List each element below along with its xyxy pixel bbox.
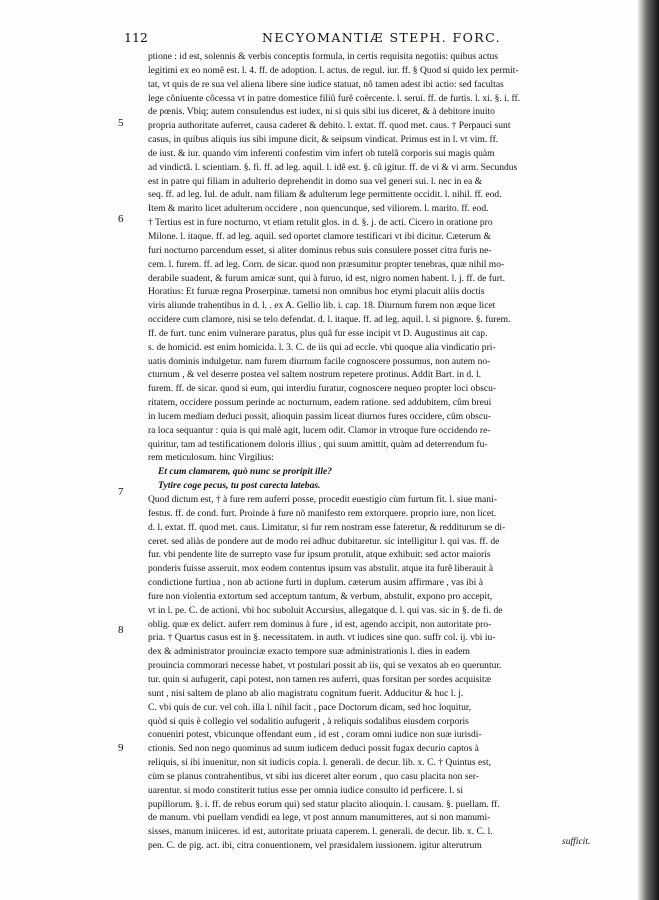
text-line: pupillorum. §. i. ff. de rebus eorum qui) sed statur placito alioquin. l. causam. §. puellam. ff. <box>148 798 500 810</box>
text-line: cturnum , & vel deserre postea vel saltem nostrum repetere protinus. Addit Bart. in d. l. <box>148 369 481 381</box>
text-line: ponderis fuisse asseruit. mox eodem contentus ipsum vas abstulit. atque ita furê liberauit à <box>148 563 493 575</box>
text-line: pria. † Quartus casus est in §. necessitatem. in auth. vt iudices sine quo. suffr col. ij. vbi iu- <box>148 632 496 644</box>
text-line: furi nocturno parcendum esset, si aliter dominus rebus suis consulere posset citra furis ne- <box>148 244 492 256</box>
margin-number: 5 <box>118 117 124 129</box>
text-line: seq. ff. ad leg. Iul. de adult. nam filiam & adulterum lege permittente occidit. l. nihil. ff. eod. <box>148 189 502 201</box>
text-line: oblig. quæ ex delict. auferr rem dominus à fure , id est, agendo accipit, non autoritate pro- <box>148 618 492 630</box>
text-line: Milone. l. itaque. ff. ad leg. aquil. sed oportet clamore testificari vt ibi dicitur. Cæterum & <box>148 230 491 242</box>
folio-number: 112 <box>124 30 148 45</box>
text-line: † Tertius est in fure nocturno, vt etiam retulit glos. in d. §. j. de acti. Cicero in oratione pro <box>148 217 493 229</box>
text-line: de manum. vbi puellam vendidi ea lege, vt post annum manumitteres, aut si non manumi- <box>148 812 491 824</box>
text-line: Tytire coge pecus, tu post carecta latebas. <box>158 480 321 492</box>
text-line: ff. de furt. tunc enim vulnerare paratus, plus quã fur esse incipit vt D. Augustinus ait cap. <box>148 327 488 339</box>
text-line: vt in l. pe. C. de actioni. vbi hoc suboluit Accursius, allegatque d. l. qui vas. sic in §. de fi. de <box>148 604 503 616</box>
text-line: sisses, manum iniiceres. id est, autoritate priuata caperem. l. generali. de decur. lib. x. C. l. <box>148 826 493 838</box>
text-line: de pœnis. Vbiq; autem consulendus est iudex, ni si quis sibi ius diceret, & à debitore inuito <box>148 106 495 118</box>
text-line: uarentur. si modo constiterit tutius esse per omnia iudice consulto id perficere. l. si <box>148 784 463 796</box>
text-line: ad vindictã. l. scientiam. §. fi. ff. ad leg. aquil. l. idê est. §. cû igitur. ff. de vi & vi arm. Secundus <box>148 161 518 173</box>
text-line: lege côniuente côcessa vt in patre domestice filiû furê coërcente. l. seruí. ff. de furtis. l. xi. §. i. ff. <box>148 92 521 104</box>
text-line: sunt , nisi saltem de plano ab alio magistratu cognitum fuerit. Adducitur & huc l. j. <box>148 687 464 699</box>
margin-number: 7 <box>118 486 124 498</box>
text-line: occidere cum clamore, nisi se telo defendat. d. l. itaque. ff. ad leg. aquil. l. si pignore. §. furem. <box>148 314 511 326</box>
text-line: tur. quin si aufugerit, capi potest, non tamen res auferri, quas forsitan per sordes acquisitæ <box>148 673 492 685</box>
text-line: d. l. extat. ff. quod met. caus. Limitatur, si fur rem nostram esse fateretur, & redditurum se di- <box>148 521 506 533</box>
margin-number: 8 <box>118 624 124 636</box>
text-line: quòd si quis è collegio vel sodalitio aufugerit , à reliquis sodalibus eiusdem corporis <box>148 715 469 727</box>
margin-number: 9 <box>118 742 124 754</box>
text-line: viris aliunde trahentibus in d. l. . ex A. Gellio lib. i. cap. 18. Diurnum furem non æque licet <box>148 300 496 312</box>
text-line: prouincia commorari necesse habet, vt postulari possit ab iis, qui se vexatos ab eo queruntur. <box>148 660 502 672</box>
text-line: ritatem, occidere possum perinde ac nocturnum, eadem ratione. sed addubitem, cûm breui <box>148 397 492 409</box>
text-line: Quod dictum est, † à fure rem auferri posse, procedit euestigio cùm furtum fit. l. siue mani- <box>148 494 497 505</box>
text-line: tat, vt quis de re sua vel aliena libere sine iudice statuat, nô tamen adest ibi actio: sed facultas <box>148 78 504 90</box>
text-line: Et cum clamarem, quò nunc se proripit ille? <box>158 466 332 478</box>
text-line: C. vbi quis de cur. vel coh. illa l. nihil facit , pace Doctorum dicam, sed hoc loquitur, <box>148 701 472 713</box>
text-line: propria authoritate auferret, causa caderet & debito. l. extat. ff. quod met. caus. † Perpauci sunt <box>148 120 511 132</box>
text-line: casus, in quibus aliquis ius sibi impune dicit, & seipsum vindicat. Primus est in l. vt vim. ff. <box>148 134 499 146</box>
text-line: ctionis. Sed non nego quominus ad suum iudicem deduci possit fugax decurio captos à <box>148 743 479 755</box>
text-line: Horatius: Et furuæ regna Proserpinæ. tametsi non omnibus hoc etymi placuit aliis doctis <box>148 286 485 298</box>
text-line: fure non violentia extortum sed acceptum tantum, & verbum, abstulit, expono pro accepit, <box>148 590 493 602</box>
text-body <box>148 50 606 853</box>
text-line: reliquis, si ibi inuenitur, non sit iudicis copia. l. generali. de decur. lib. x. C. † Quintus est, <box>148 757 491 769</box>
text-line: est in patre qui filiam in adulterio deprehendit in domo sua vel generi sui. l. nec in ea & <box>148 175 483 187</box>
text-line: ceret. sed aliàs de pondere aut de modo rei adhuc dubitaretur. sic intelligitur l. qui vas. ff. de <box>148 535 500 547</box>
running-title: NECYOMANTIÆ STEPH. FORC. <box>262 30 501 45</box>
catchword: sufficit. <box>562 836 591 847</box>
text-line: de iust. & iur. quando vim inferenti confestim vim infert ob tutelã corporis sui magis quàm <box>148 147 495 159</box>
margin-number: 6 <box>118 213 124 225</box>
text-line: s. de homicid. est enim homicida. l. 3. C. de iis qui ad eccle. vbi quoque alia vindicatio pri- <box>148 341 496 353</box>
text-line: dex & administrator prouinciæ exacto tempore suæ administrationis l. dies in eadem <box>148 646 470 658</box>
text-line: cem. l. furem. ff. ad leg. Corn. de sicar. quod non præsumitur propter tenebras, quæ nihil mo- <box>148 258 505 270</box>
text-line: condictione furtiua , non ab actione furti in duplum. cæterum ausim affirmare , vas ibi à <box>148 577 483 589</box>
text-line: conueniri potest, vbicunque offendant eum , id est , coram omni iudice non suæ iurisdi- <box>148 729 482 741</box>
text-line: pen. C. de pig. act. ibi, citra conuentionem, vel præsidalem iussionem. igitur alterutrum <box>148 840 482 852</box>
text-line: rem meticulosum. hinc Virgilius: <box>148 452 274 464</box>
text-line: ra loca sequantur : quia is qui malè agit, lucem odit. Clamor in vtroque fure occidendo re- <box>148 424 491 436</box>
text-line: legitimi ex eo nomê est. l. 4. ff. de adoption. l. actus. de regul. iur. ff. § Quod si quido lex permit- <box>148 64 519 76</box>
text-line: furem. ff. de sicar. quod si eum, qui interdiu furatur, cognoscere nequeo propter loci obscu- <box>148 383 497 395</box>
text-line: festus. ff. de cond. furt. Proinde à fure nõ manifesto rem extorquere. proprio iure, non licet. <box>148 507 497 519</box>
text-line: Item & marito licet adulterum occidere , non quencunque, sed viliorem. l. marito. ff. eod. <box>148 203 489 215</box>
page-header <box>124 28 604 48</box>
text-line: in lucem mediam deduci possit, alioquin passim liceat diurnos fures occidere, cûm obscu- <box>148 410 492 422</box>
text-line: cùm se planus contrahentibus, vt sibi ius diceret alter eorum , quo casu placita non ser- <box>148 770 479 782</box>
text-line: quiritur, tam ad testificationem doloris illius , qui suum amittit, quàm ad deterrendum fu- <box>148 438 488 450</box>
text-line: fur. vbi pendente lite de surrepto vase fur ipsum protulit, atque exhibuit: sed actor maioris <box>148 549 491 561</box>
text-line: ptione : id est, solennis & verbis conceptis formula, in certis requisita negotiis: quibus actus <box>148 51 498 62</box>
text-line: uatis dominis indulgetur. nam furem diurnum facile cognoscere possumus, non autem no- <box>148 355 491 367</box>
text-line: derabile suadent, & furum amicæ sunt, qui à furuo, id est, nigro nomen habent. l. j. ff. de furt. <box>148 272 505 284</box>
page-edge-shadow <box>637 0 659 900</box>
